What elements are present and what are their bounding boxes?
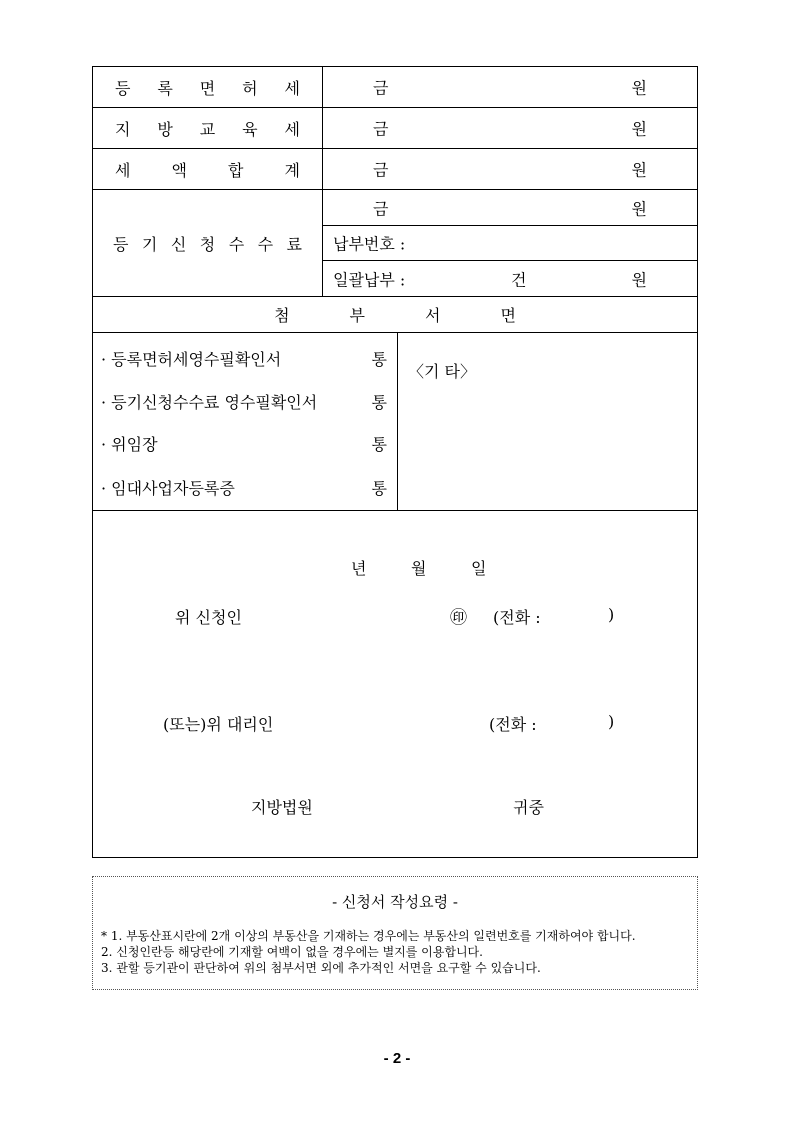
fee-row-education-tax: [93, 108, 697, 149]
label-char: 수: [257, 234, 274, 254]
date-year-label: 년: [351, 559, 367, 578]
label-char: 등: [113, 234, 129, 254]
fee-row-registration-tax: [93, 67, 697, 108]
instruction-line: 2. 신청인란등 해당란에 기재할 여백이 없을 경우에는 별지를 이용합니다.: [101, 945, 483, 959]
label-char: 세: [284, 78, 300, 98]
instruction-line: 3. 관할 등기관이 판단하여 위의 첨부서면 외에 추가적인 서면을 요구할 수 있습니다.: [101, 961, 541, 975]
title-char: 첨: [274, 306, 290, 325]
title-char: 서: [425, 306, 441, 325]
bulk-count-unit: 건: [511, 270, 527, 290]
label-char: 기: [141, 234, 158, 254]
fee-label: [93, 67, 323, 107]
registry-fee-row: [93, 190, 697, 297]
label-char: 허: [242, 78, 258, 98]
label-char: 세: [115, 160, 131, 180]
fee-label: [93, 108, 323, 148]
attachment-list: [93, 333, 398, 510]
attachment-text: · 위임장: [101, 435, 158, 454]
won-label: 원: [631, 270, 647, 290]
date-month-label: 월: [411, 559, 427, 578]
other-attachments-field[interactable]: [398, 333, 697, 510]
label-char: 세: [284, 119, 300, 139]
court-suffix: 귀중: [513, 798, 544, 817]
won-label: 원: [631, 78, 647, 98]
label-char: 료: [286, 234, 302, 254]
label-char: 방: [157, 119, 173, 139]
payment-number-label: 납부번호 :: [333, 234, 406, 254]
attachment-text: · 임대사업자등록증: [101, 479, 235, 498]
label-char: 육: [242, 119, 258, 139]
label-char: 청: [199, 234, 216, 254]
label-char: 계: [284, 160, 300, 180]
label-char: 록: [157, 78, 173, 98]
fee-amount-field[interactable]: [323, 149, 697, 189]
application-form: [92, 66, 698, 858]
attachments-body: [93, 333, 697, 511]
date-day-label: 일: [471, 559, 487, 578]
fee-amount-field[interactable]: [323, 67, 697, 107]
label-char: 지: [115, 119, 131, 139]
applicant-phone-label: (전화 :: [493, 608, 541, 627]
label-char: 수: [228, 234, 245, 254]
won-label: 원: [631, 199, 647, 218]
fee-amount-field[interactable]: [323, 108, 697, 148]
attachment-unit: 통: [371, 350, 387, 369]
agent-label: (또는)위 대리인: [163, 715, 274, 734]
signature-area: [93, 511, 697, 857]
attachment-item[interactable]: [101, 347, 389, 371]
attachment-text: · 등기신청수수료 영수필확인서: [101, 393, 318, 412]
seal-mark: ㊞: [450, 608, 467, 628]
won-label: 원: [631, 119, 647, 139]
paren-close: ): [608, 605, 615, 624]
won-label: 원: [631, 160, 647, 180]
geum-label: 금: [373, 199, 389, 218]
applicant-label: 위 신청인: [175, 608, 242, 627]
paren-close: ): [608, 712, 615, 731]
attachment-unit: 통: [371, 479, 387, 498]
page-number: - 2 -: [383, 1050, 411, 1067]
title-char: 부: [349, 306, 365, 325]
attachments-title: [93, 297, 697, 332]
payment-number-field[interactable]: [323, 226, 697, 261]
instruction-line: * 1. 부동산표시란에 2개 이상의 부동산을 기재하는 경우에는 부동산의 일련번호를 기재하여야 합니다.: [101, 929, 636, 943]
attachment-item[interactable]: [101, 390, 389, 414]
attachment-unit: 통: [371, 435, 387, 454]
registry-fee-label: [93, 190, 323, 296]
bulk-payment-label: 일괄납부 :: [333, 270, 406, 290]
attachment-item[interactable]: [101, 476, 389, 500]
label-char: 면: [199, 78, 216, 98]
fee-row-tax-total: [93, 149, 697, 190]
bulk-payment-field[interactable]: [323, 261, 697, 297]
label-char: 신: [170, 234, 187, 254]
title-char: 면: [500, 306, 516, 325]
label-char: 교: [199, 119, 216, 139]
instructions-box: [92, 876, 698, 990]
other-label: 〈기 타〉: [408, 362, 476, 381]
agent-phone-label: (전화 :: [489, 715, 537, 734]
label-char: 합: [228, 160, 244, 180]
attachment-item[interactable]: [101, 432, 389, 456]
court-name: 지방법원: [251, 798, 313, 817]
attachment-text: · 등록면허세영수필확인서: [101, 350, 282, 369]
label-char: 액: [171, 160, 187, 180]
geum-label: 금: [373, 119, 389, 139]
geum-label: 금: [373, 160, 389, 180]
registry-fee-fields: [323, 190, 697, 296]
geum-label: 금: [373, 78, 389, 98]
registry-fee-amount[interactable]: [323, 190, 697, 226]
label-char: 등: [115, 78, 131, 98]
attachment-unit: 통: [371, 393, 387, 412]
instructions-title: - 신청서 작성요령 -: [332, 893, 458, 911]
fee-label: [93, 149, 323, 189]
attachments-header: [93, 297, 697, 333]
